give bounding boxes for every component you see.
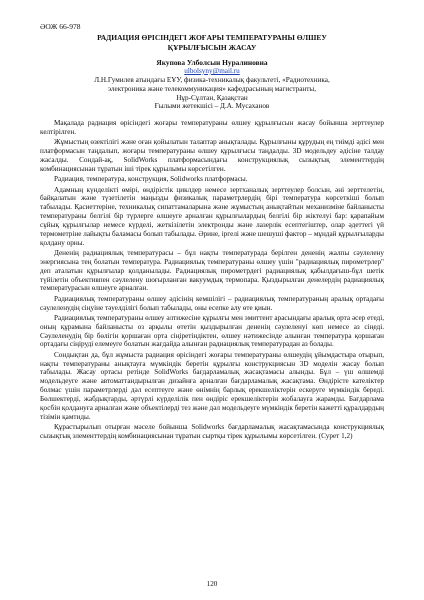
article-body — [40, 119, 384, 441]
author-email-link[interactable]: ulbolsyny@mail.ru — [184, 67, 240, 75]
article-title — [40, 33, 384, 52]
affiliation-location: Нұр-Сұлтан, Қазақстан — [176, 93, 248, 102]
page-number: 120 — [206, 580, 218, 588]
affiliation-line: Л.Н.Гумилев атындағы ЕҰУ, физика-техникалық факультеті, «Радиотехника, — [94, 76, 330, 84]
body-paragraph: Құрастырылып отырған мәселе бойынша Solidworks бағдарламалық жасақтамасында конструкциялық сызықтық элементтердің комбинациясынан тұратын сыртқы тірек құрылымы көрсетілген. (Сурет 1,2) — [40, 423, 384, 440]
scientific-supervisor: Ғылыми жетекшісі – Д.А. Мусаханов — [154, 102, 270, 111]
title-line-1: РАДИАЦИЯ ӨРІСІНДЕГІ ЖОҒАРЫ ТЕМПЕРАТУРАНЫ ӨЛШЕУ — [97, 33, 327, 42]
title-line-2: ҚҰРЫЛҒЫСЫН ЖАСАУ — [167, 42, 257, 52]
body-paragraph: Радиациялық температураны өлшеу әлтижесіне құрылғы мен эмиттент арасындағы аралық орта әсер етеді, оның құрамына байланысты оз арқылы өтетін қыздырылған дененің сәулеленуі көп немесе аз сіңеді. Сәулеленудің бір бөлігін қоршаған орта сіңіретіндіктен, өлшеу нәтижесінде алынған температура қоршаған ортадағы сіңіруді елемеуге болатын жағдайда алынған радиациялық температурадан аз болады. — [40, 313, 384, 349]
body-paragraph: Адамның күнделікті өмірі, өндірістік циклдер немесе зертханалық зерттеулер болсын, әні зерттелетін, байқалатын және түзетілетін маңызды физикалық параметрлердің бірі температура көрсеткіші болып табылады. Қасиеттеріне, техникалық сипаттамаларына және жұмыстың анықтайтын механизміне байланысты температураны белгілі бір түрлерге өлшеуге арналған құрылғылардың белгілі бір жіктелуі бар: қарапайым сұйық құрылғылар немесе күрделі, жеткізілетін электронды және лазерлік есептегіштер, олар әдеттегі үй термометріне лайықты баламасы болып табылады. Әрине, іргелі және шешуші фактор – мұндай құрылғыларды қолдану орны. — [40, 185, 384, 247]
abstract-paragraph: Мақалада радиация өрісіндегі жоғары температураны өлшеу құрылғысын жасау бойынша зерттеулер келтірілген. — [40, 119, 384, 137]
abstract-paragraph: Жұмыстың өзектілігі және оған қойылатын талаптар анықталады. Құрылғыны құрудың ең тиімді әдісі мен платформасын таңдалып, жоғары температураны өлшеу құрылғысы таңдалды. 3D модельдеу әдісіне талдау жасалды. Сондай-ақ, SolidWorks платформасындағы конструкциялық сызықтық элементтердің комбинациясынан тұратын іші тірек құрылымы көрсетілген. — [40, 138, 384, 173]
udc-code: ӘОЖ 66-978 — [40, 22, 81, 31]
body-paragraph: Радиациялық температураны өлшеу әдісінің кемшілігі – радиациялық температураның аралық ортадағы сәулеленудің сіңуіне тәуелділігі болып табылады, оны есепке алу өте қиын. — [40, 294, 384, 312]
body-paragraph: Сондықтан да, бұл жұмыста радиация өрісіндегі жоғары температураны өлшеудің ұйымдастыра отырып, нақты температураны анықтауға мүмкіндік беретін құрылғы конструкциясын 3D моделін жасау болып табылады. Жасау ортасы ретінде SolidWorks бағдарламалық жасақтамасы алынды. Бұл – үш өлшемді модельдеуге және автоматтандырылған дизайнға арналған бағдарламалық жасақтама. Өндірісте кателіктер болмас үшін параметрлерді дәл есептеуге және өнімнің барлық ерекшеліктерін ескеруге мүмкіндік береді. Бөлшектерді, жабдықтарды, әртүрлі күрделілік пен өндіріс ерекшеліктерін жобалауға жарамды. Бағдарлама қосбін қолдануға арналған және объектілерді тез және дәл модельдеуге мүмкіндік беретін кажетті құралдардың тізімін қамтиды. — [40, 350, 384, 421]
author-name: Якупова Улболсын Нуралиновна — [156, 58, 268, 67]
body-paragraph: Дененің радиациялық температурасы – бұл нақты температурада берілген дененің жалпы сәулелену энергиясына тең болатын температура. Радиациялық температураны өлшеу үшін "радиациялық пирометрлер" деп аталатын құрылғылар қолданылады. Радиациялық пирометрдегі радиациялық қабылдағыш-бұл шетік түйілетін объективпен сәулелену шоғырланған вакуумдық термопара. Қыздырылған денелердің радиациялық температурасын өлшеуге арналған. — [40, 249, 384, 293]
keywords-paragraph: Радиация, температура, конструкция, Solidworks платформасы. — [54, 175, 248, 184]
affiliation-line: электроника және телекоммуникация» кафедрасының магистранты, — [107, 84, 317, 93]
